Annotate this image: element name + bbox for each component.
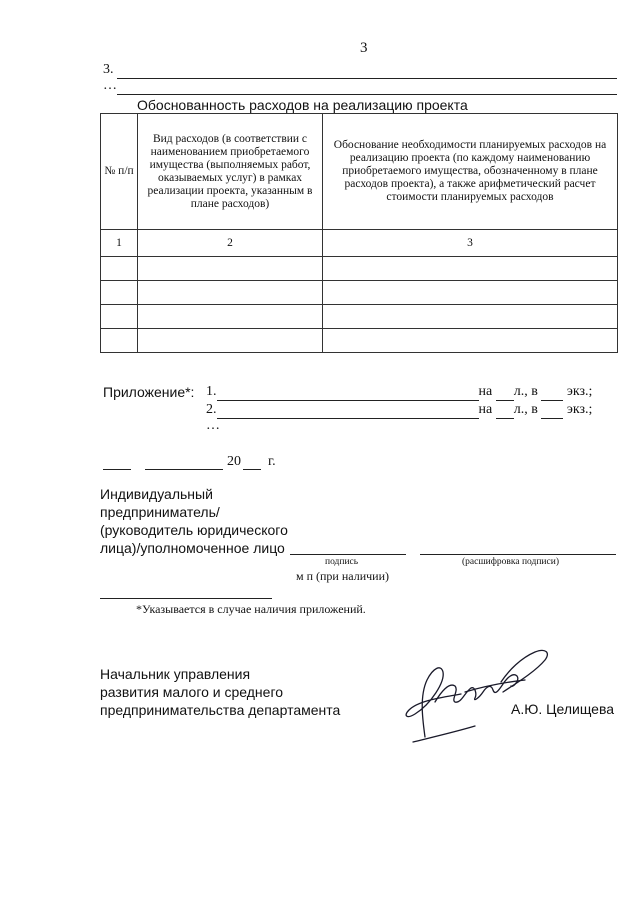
signature-caption: подпись xyxy=(325,557,359,567)
table-col-number-row xyxy=(101,230,618,257)
official-line-1: Начальник управления xyxy=(100,666,251,682)
stamp-caption: м п (при наличии) xyxy=(296,569,389,583)
footnote-separator xyxy=(100,598,272,599)
attachment-line-1-blank[interactable] xyxy=(217,384,479,401)
table-cell xyxy=(138,305,323,329)
page-number: 3 xyxy=(360,40,368,56)
signature-decoding-blank[interactable] xyxy=(420,554,616,555)
attachment-label: Приложение*: xyxy=(103,384,195,400)
date-month-blank[interactable] xyxy=(145,469,223,470)
attachment-line-2-blank[interactable] xyxy=(217,402,479,419)
table-header-row xyxy=(101,114,618,230)
attachment-l-v: л., в xyxy=(513,402,538,417)
attachment-copies-blank[interactable] xyxy=(541,384,563,401)
list-item-3-line xyxy=(117,78,617,79)
signer-line-4: лица)/уполномоченное лицо xyxy=(100,540,285,556)
official-name: А.Ю. Целищева xyxy=(511,701,615,717)
table-cell xyxy=(101,305,138,329)
date-year-blank[interactable] xyxy=(243,469,261,470)
list-ellipsis: … xyxy=(103,78,117,93)
signer-block xyxy=(100,485,288,557)
col-number-2: 2 xyxy=(138,230,323,257)
signer-line-3: (руководитель юридического xyxy=(100,522,288,538)
table-cell xyxy=(138,281,323,305)
table-cell xyxy=(101,257,138,281)
signature-blank[interactable] xyxy=(290,554,406,555)
table-cell xyxy=(323,329,618,353)
handwritten-signature xyxy=(395,642,555,747)
attachment-pages-blank[interactable] xyxy=(496,402,514,419)
attachment-ekz: экз.; xyxy=(566,384,593,399)
table-cell xyxy=(138,257,323,281)
signer-line-1: Индивидуальный xyxy=(100,486,213,502)
expense-table xyxy=(100,113,618,353)
table-cell xyxy=(138,329,323,353)
attachment-line-1 xyxy=(206,384,592,401)
attachment-pages-blank[interactable] xyxy=(496,384,514,401)
table-row xyxy=(101,257,618,281)
attachment-line-2 xyxy=(206,402,592,419)
official-line-3: предпринимательства департамента xyxy=(100,702,341,718)
table-row xyxy=(101,305,618,329)
signer-line-2: предприниматель/ xyxy=(100,504,220,520)
attachment-line-2-number: 2. xyxy=(206,402,217,417)
date-g: г. xyxy=(268,454,276,469)
header-number: № п/п xyxy=(101,114,138,230)
table-row xyxy=(101,281,618,305)
header-expense-type: Вид расходов (в соответствии с наименованием приобретаемого имущества (выполняемых работ, оказываемых услуг) в рамках реализации проекта, указанным в плане расходов) xyxy=(138,114,323,230)
attachment-ellipsis: … xyxy=(206,418,220,433)
date-day-blank[interactable] xyxy=(103,469,131,470)
table-cell xyxy=(323,257,618,281)
official-line-2: развития малого и среднего xyxy=(100,684,284,700)
list-item-3: 3. xyxy=(103,62,114,77)
table-row xyxy=(101,329,618,353)
signature-decoding-caption: (расшифровка подписи) xyxy=(462,557,559,567)
list-ellipsis-line xyxy=(117,94,617,95)
date-year-prefix: 20 xyxy=(227,454,241,469)
attachment-line-1-number: 1. xyxy=(206,384,217,399)
header-justification: Обоснование необходимости планируемых расходов на реализацию проекта (по каждому наименованию приобретаемого имущества, обозначенному в плане расходов проекта), а также арифметический расчет стоимости планируемых расходов xyxy=(323,114,618,230)
attachment-copies-blank[interactable] xyxy=(541,402,563,419)
table-cell xyxy=(101,281,138,305)
attachment-na: на xyxy=(478,402,493,417)
col-number-3: 3 xyxy=(323,230,618,257)
section-title: Обоснованность расходов на реализацию проекта xyxy=(137,97,468,113)
table-cell xyxy=(323,305,618,329)
footnote: *Указывается в случае наличия приложений. xyxy=(136,602,366,616)
attachment-na: на xyxy=(478,384,493,399)
attachment-ekz: экз.; xyxy=(566,402,593,417)
attachment-l-v: л., в xyxy=(513,384,538,399)
table-cell xyxy=(101,329,138,353)
table-cell xyxy=(323,281,618,305)
official-block xyxy=(100,665,340,719)
col-number-1: 1 xyxy=(101,230,138,257)
